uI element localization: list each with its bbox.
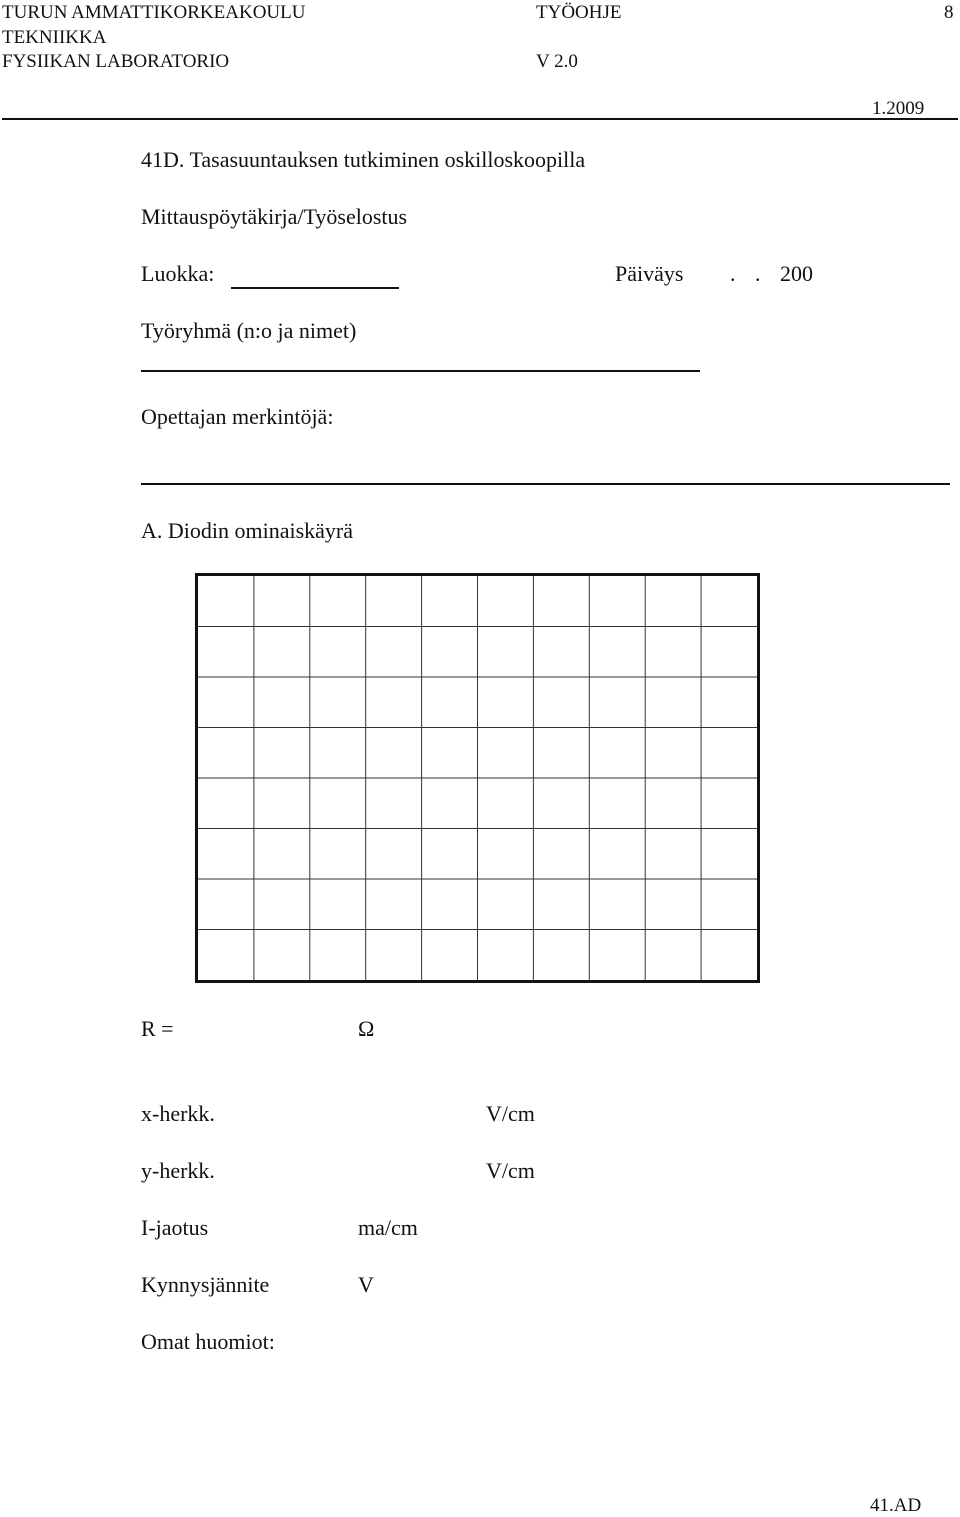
i-division-unit: ma/cm (358, 1215, 418, 1240)
grid-lines (198, 576, 757, 980)
y-sensitivity-label: y-herkk. (141, 1158, 215, 1183)
characteristic-curve-grid[interactable] (195, 573, 760, 983)
tyoryhma-label: Työryhmä (n:o ja nimet) (141, 318, 357, 343)
page-subtitle: Mittauspöytäkirja/Työselostus (141, 204, 408, 229)
header-department: TEKNIIKKA (2, 27, 107, 48)
page-title: 41D. Tasasuuntauksen tutkiminen oskilloskoopilla (141, 147, 586, 172)
luokka-label: Luokka: (141, 261, 215, 286)
x-sensitivity-unit: V/cm (486, 1101, 535, 1126)
luokka-field-line[interactable] (231, 287, 399, 289)
paivays-label: Päiväys (615, 261, 684, 286)
paivays-value: . . 200 (730, 261, 813, 286)
tyoryhma-field-line[interactable] (141, 370, 700, 372)
notes-label: Omat huomiot: (141, 1329, 275, 1354)
x-sensitivity-label: x-herkk. (141, 1101, 215, 1126)
threshold-voltage-label: Kynnysjännite (141, 1272, 270, 1297)
opettaja-label: Opettajan merkintöjä: (141, 404, 334, 429)
i-division-label: I-jaotus (141, 1215, 209, 1240)
r-label: R = (141, 1016, 174, 1041)
threshold-voltage-unit: V (358, 1272, 374, 1297)
footer-code: 41.AD (870, 1495, 922, 1516)
opettaja-field-line[interactable] (141, 483, 950, 485)
header-school: TURUN AMMATTIKORKEAKOULU (2, 2, 306, 23)
r-unit: Ω (358, 1016, 375, 1041)
header-date: 1.2009 (872, 98, 925, 119)
header-doc-type: TYÖOHJE (536, 2, 622, 23)
header-version: V 2.0 (536, 51, 578, 72)
section-a-heading: A. Diodin ominaiskäyrä (141, 518, 354, 543)
header-page-number: 8 (944, 2, 954, 23)
y-sensitivity-unit: V/cm (486, 1158, 535, 1183)
header-lab: FYSIIKAN LABORATORIO (2, 51, 230, 72)
header-rule (2, 118, 958, 120)
